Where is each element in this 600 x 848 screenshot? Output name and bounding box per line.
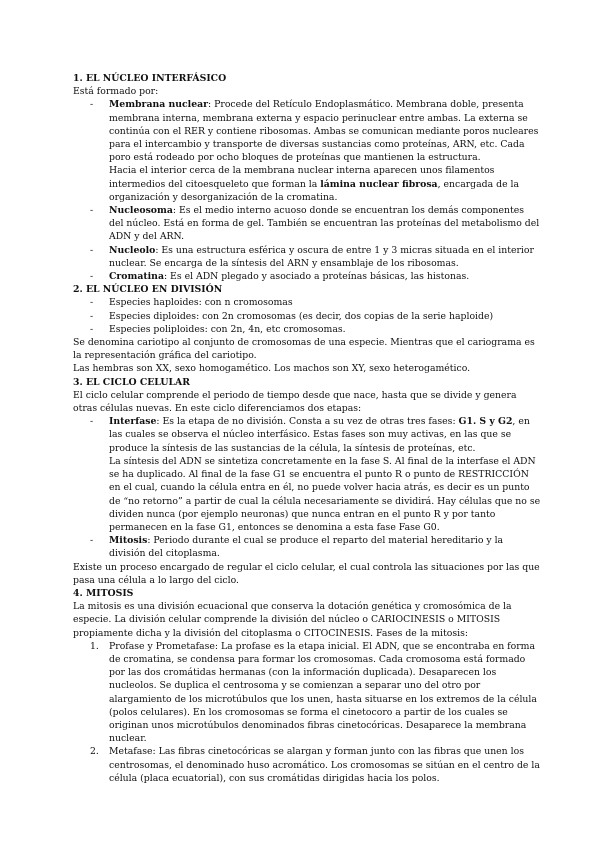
section-heading-ciclo-celular: 3. EL CICLO CELULAR [73, 376, 190, 388]
list-marker: - [90, 244, 94, 256]
numbered-item-metafase: 2. Metafase: Las fibras cinetocóricas se alargan y forman junto con las fibras que unen los centrosomas, el denominado huso acromático. Los cromosomas se sitúan en el centro de la célula (placa ecuatorial), con sus cromátidas dirigidas hacia los polos. [90, 746, 540, 784]
section-intro: La mitosis es una división ecuacional que conserva la dotación genética y cromosómica de la especie. La división celular comprende la división del núcleo o CARIOCINESIS o MITOSIS propiamente dicha y la división del citoplasma o CITOCINESIS. Fases de la mitosis: [73, 601, 512, 639]
list-number: 1. [90, 640, 99, 652]
numbered-item-profase: 1. Profase y Prometafase: La profase es la etapa inicial. El ADN, que se encontraba en forma de cromatina, se condensa para formar los cromosomas. Cada cromosoma está formado por las dos cromátidas hermanas (con la información duplicada). Desaparecen los nucleolos. Se duplica el centrosoma y se comienzan a separar uno del otro por alargamiento de los microtúbulos que los unen, hasta situarse en los extremos de la célula (polos celulares). En los cromosomas se forma el cinetocoro a partir de los cuales se originan unos microtúbulos denominados fibras cinetocóricas. Desaparece la membrana nuclear. [90, 640, 537, 745]
section-heading-nucleo-division: 2. EL NÚCLEO EN DIVISIÓN [73, 284, 223, 296]
list-marker: - [90, 271, 94, 283]
section-intro: Está formado por: [73, 86, 159, 98]
list-item-mitosis: - Mitosis: Periodo durante el cual se produce el reparto del material hereditario y la división del citoplasma. [90, 535, 504, 560]
list-item-membrana-nuclear: - Membrana nuclear: Procede del Retículo Endoplasmático. Membrana doble, presenta membrana interna, membrana externa y espacio perinuclear entre ambas. La externa se continúa con el RER y contiene ribosomas. Ambas se comunican mediante poros nucleares para el intercambio y transporte de diversas sustancias como proteínas, ARN, etc. Cada poro está rodeado por ocho bloques de proteínas que mantienen la estructura. Hacia el interior cerca de la membrana nuclear interna aparecen unos filamentos intermedios del citoesqueleto que forman la lámina nuclear fibrosa, encargada de la organización y desorganización de la cromatina. [73, 98, 541, 204]
document-body [73, 72, 541, 785]
list-item-continuation: La síntesis del ADN se sintetiza concretamente en la fase S. Al final de la interfase el ADN se ha duplicado. Al final de la fase G1 se encuentra el punto R o punto de RESTRICCIÓN en el cual, cuando la célula entra en él, no puede volver hacia atrás, es decir es un punto de “no retorno” a partir de cual la célula necesariamente se dividirá. Hay células que no se dividen nunca (por ejemplo neuronas) que nunca entran en el punto R y por tanto permanecen en la fase G1, entonces se denomina a esta fase Fase G0. [109, 455, 541, 533]
list-marker: - [90, 310, 94, 322]
list-marker: - [90, 323, 94, 335]
paragraph-sexo: Las hembras son XX, sexo homogamético. Los machos son XY, sexo heterogamético. [73, 363, 471, 375]
list-marker: - [90, 205, 94, 217]
list-marker: - [90, 416, 94, 428]
list-item: - Especies haploides: con n cromosomas [90, 297, 293, 309]
list-item-cromatina: - Cromatina: Es el ADN plegado y asociado a proteínas básicas, las histonas. [90, 271, 470, 283]
list-marker: - [90, 297, 94, 309]
term: Mitosis [109, 535, 148, 547]
list-item: - Especies diploides: con 2n cromosomas (es decir, dos copias de la serie haploide) [90, 310, 494, 322]
term: Nucleosoma [109, 205, 173, 217]
list-item-nucleosoma: - Nucleosoma: Es el medio interno acuoso donde se encuentran los demás componentes del núcleo. Está en forma de gel. También se encuentran las proteínas del metabolismo del ADN y del ARN. [90, 205, 540, 243]
paragraph-regulacion: Existe un proceso encargado de regular el ciclo celular, el cual controla las situaciones por las que pasa una célula a lo largo del ciclo. [73, 561, 540, 586]
term: Nucleolo [109, 244, 156, 256]
paragraph-cariotipo: Se denomina cariotipo al conjunto de cromosomas de una especie. Mientras que el cariograma es la representación gráfica del cariotipo. [73, 337, 535, 362]
term: Cromatina [109, 271, 164, 283]
section-heading-mitosis: 4. MITOSIS [73, 587, 134, 599]
list-item-continuation: Hacia el interior cerca de la membrana nuclear interna aparecen unos filamentos intermedios del citoesqueleto que forman la lámina nuclear fibrosa, encargada de la organización y desorganización de la cromatina. [109, 165, 520, 203]
section-intro: El ciclo celular comprende el periodo de tiempo desde que nace, hasta que se divide y genera otras células nuevas. En este ciclo diferenciamos dos etapas: [73, 389, 517, 415]
list-item-nucleolo: - Nucleolo: Es una estructura esférica y oscura de entre 1 y 3 micras situada en el interior nuclear. Se encarga de la síntesis del ARN y ensamblaje de los ribosomas. [90, 244, 534, 269]
list-marker: - [90, 535, 94, 547]
section-heading-nucleo-interfasico: 1. EL NÚCLEO INTERFÁSICO [73, 73, 227, 84]
list-marker: - [90, 99, 94, 111]
list-item: - Especies poliploides: con 2n, 4n, etc cromosomas. [90, 323, 346, 335]
list-item-interfase: - Interfase: Es la etapa de no división. Consta a su vez de otras tres fases: G1. S y G2, en las cuales se observa el núcleo interfásico. Estas fases son muy activas, en las que se produce la síntesis de las sustancias de la célula, la síntesis de proteínas, etc. La síntesis del ADN se sintetiza concretamente en la fase S. Al final de la interfase el ADN se ha duplicado. Al final de la fase G1 se encuentra el punto R o punto de RESTRICCIÓN en el cual, cuando la célula entra en él, no puede volver hacia atrás, es decir es un punto de “no retorno” a partir de cual la célula necesariamente se dividirá. Hay células que no se dividen nunca (por ejemplo neuronas) que nunca entran en el punto R y por tanto permanecen en la fase G1, entonces se denomina a esta fase Fase G0. [90, 416, 541, 533]
list-number: 2. [90, 746, 99, 758]
term: Membrana nuclear [109, 99, 209, 111]
term: Interfase [109, 416, 157, 428]
